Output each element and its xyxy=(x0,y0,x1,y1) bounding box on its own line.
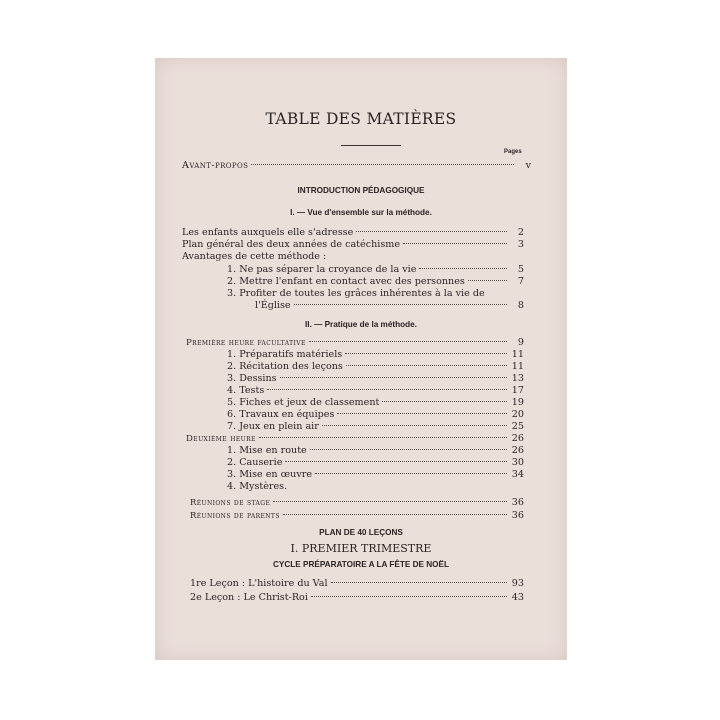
page-title: TABLE DES MATIÈRES xyxy=(265,110,457,128)
toc-label: 6. Travaux en équipes xyxy=(227,409,335,420)
toc-label: 2. Causerie xyxy=(227,457,283,468)
leader-dots xyxy=(251,164,514,165)
leader-dots xyxy=(382,401,507,402)
toc-label: 1. Ne pas séparer la croyance de la vie xyxy=(227,264,417,275)
leader-dots xyxy=(267,389,507,390)
leader-dots xyxy=(283,514,507,515)
leader-dots xyxy=(346,365,507,366)
toc-label: 1. Mise en route xyxy=(227,445,307,456)
toc-page: 26 xyxy=(511,445,524,456)
mysteres-label: 4. Mystères. xyxy=(227,481,288,492)
toc-label: Première heure facultative xyxy=(186,338,306,348)
toc-page: 19 xyxy=(511,397,524,408)
toc-row xyxy=(227,469,524,481)
leader-dots xyxy=(294,304,507,305)
trimestre-heading: I. PREMIER TRIMESTRE xyxy=(290,542,432,555)
toc-row xyxy=(182,239,524,251)
leader-dots xyxy=(315,473,507,474)
leader-dots xyxy=(273,501,507,502)
toc-row-avant-propos xyxy=(182,160,531,172)
toc-page: 11 xyxy=(511,361,524,372)
toc-page: 17 xyxy=(511,385,524,396)
toc-row-reunions-parents xyxy=(190,509,524,522)
leader-dots xyxy=(309,341,507,342)
toc-row-deuxieme-heure xyxy=(186,433,524,445)
toc-page: 3 xyxy=(517,239,524,250)
toc-page: 93 xyxy=(511,578,524,589)
title-rule xyxy=(341,145,401,146)
avantages-label: Avantages de cette méthode : xyxy=(182,251,327,262)
toc-page: 43 xyxy=(511,592,524,603)
leader-dots xyxy=(419,268,507,269)
toc-label-line1: 3. Profiter de toutes les grâces inhérentes à la vie de xyxy=(227,288,485,299)
toc-label: 4. Tests xyxy=(227,385,265,396)
leader-dots xyxy=(337,413,507,414)
section1-heading: I. — Vue d'ensemble sur la méthode. xyxy=(290,208,432,217)
leader-dots xyxy=(322,425,507,426)
toc-row-reunions-stage xyxy=(190,496,524,509)
toc-row-lecon xyxy=(190,578,524,590)
leader-dots xyxy=(356,231,507,232)
toc-row xyxy=(227,445,524,457)
leader-dots xyxy=(331,582,507,583)
section2-heading: II. — Pratique de la méthode. xyxy=(305,320,417,329)
toc-row xyxy=(227,409,524,421)
toc-label: 2. Mettre l'enfant en contact avec des personnes xyxy=(227,276,465,287)
book-page xyxy=(155,58,567,660)
toc-label: 1re Leçon : L'histoire du Val xyxy=(190,578,328,589)
toc-label: Plan général des deux années de catéchisme xyxy=(182,239,401,250)
cycle-heading: CYCLE PRÉPARATOIRE A LA FÊTE DE NOËL xyxy=(272,560,450,569)
toc-row xyxy=(227,385,524,397)
toc-page: 34 xyxy=(511,469,524,480)
toc-row-premiere-heure xyxy=(186,337,524,349)
leader-dots xyxy=(285,461,507,462)
leader-dots xyxy=(468,280,507,281)
leader-dots xyxy=(403,243,507,244)
toc-row xyxy=(227,421,524,433)
toc-row xyxy=(255,300,524,312)
toc-label: Avant-propos xyxy=(182,160,249,171)
toc-page: 13 xyxy=(511,373,524,384)
toc-row xyxy=(227,349,524,361)
toc-label: 5. Fiches et jeux de classement xyxy=(227,397,380,408)
toc-page: 9 xyxy=(517,337,524,348)
pages-column-label: Pages xyxy=(504,149,522,155)
toc-row xyxy=(227,397,524,409)
leader-dots xyxy=(280,377,507,378)
toc-label: 2e Leçon : Le Christ-Roi xyxy=(190,592,308,603)
toc-page: v xyxy=(525,160,531,171)
leader-dots xyxy=(345,353,507,354)
toc-label: 3. Mise en œuvre xyxy=(227,469,312,480)
toc-label: Les enfants auxquels elle s'adresse xyxy=(182,227,354,238)
toc-page: 2 xyxy=(517,227,524,238)
toc-row xyxy=(227,373,524,385)
toc-label: 7. Jeux en plein air xyxy=(227,421,319,432)
toc-label: l'Église xyxy=(255,300,291,311)
plan-heading: PLAN DE 40 LEÇONS xyxy=(319,528,403,537)
leader-dots xyxy=(310,449,507,450)
toc-label: Deuxième heure xyxy=(186,434,256,444)
toc-page: 25 xyxy=(511,421,524,432)
toc-page: 36 xyxy=(511,510,524,521)
toc-label: Réunions de stage xyxy=(190,497,271,507)
toc-label: 3. Dessins xyxy=(227,373,277,384)
toc-row xyxy=(227,276,524,288)
toc-page: 8 xyxy=(517,300,524,311)
toc-label: 1. Préparatifs matériels xyxy=(227,349,343,360)
toc-page: 36 xyxy=(511,497,524,508)
toc-page: 11 xyxy=(511,349,524,360)
toc-row-lecon xyxy=(190,592,524,604)
toc-label: 2. Récitation des leçons xyxy=(227,361,343,372)
toc-page: 7 xyxy=(517,276,524,287)
toc-row xyxy=(227,361,524,373)
toc-page: 5 xyxy=(517,264,524,275)
toc-label: Réunions de parents xyxy=(190,510,280,520)
toc-row xyxy=(227,264,524,276)
intro-heading: INTRODUCTION PÉDAGOGIQUE xyxy=(297,186,425,195)
toc-row xyxy=(227,457,524,469)
toc-row xyxy=(182,227,524,239)
toc-page: 26 xyxy=(511,433,524,444)
toc-page: 20 xyxy=(511,409,524,420)
leader-dots xyxy=(259,437,507,438)
toc-page: 30 xyxy=(511,457,524,468)
leader-dots xyxy=(311,596,507,597)
